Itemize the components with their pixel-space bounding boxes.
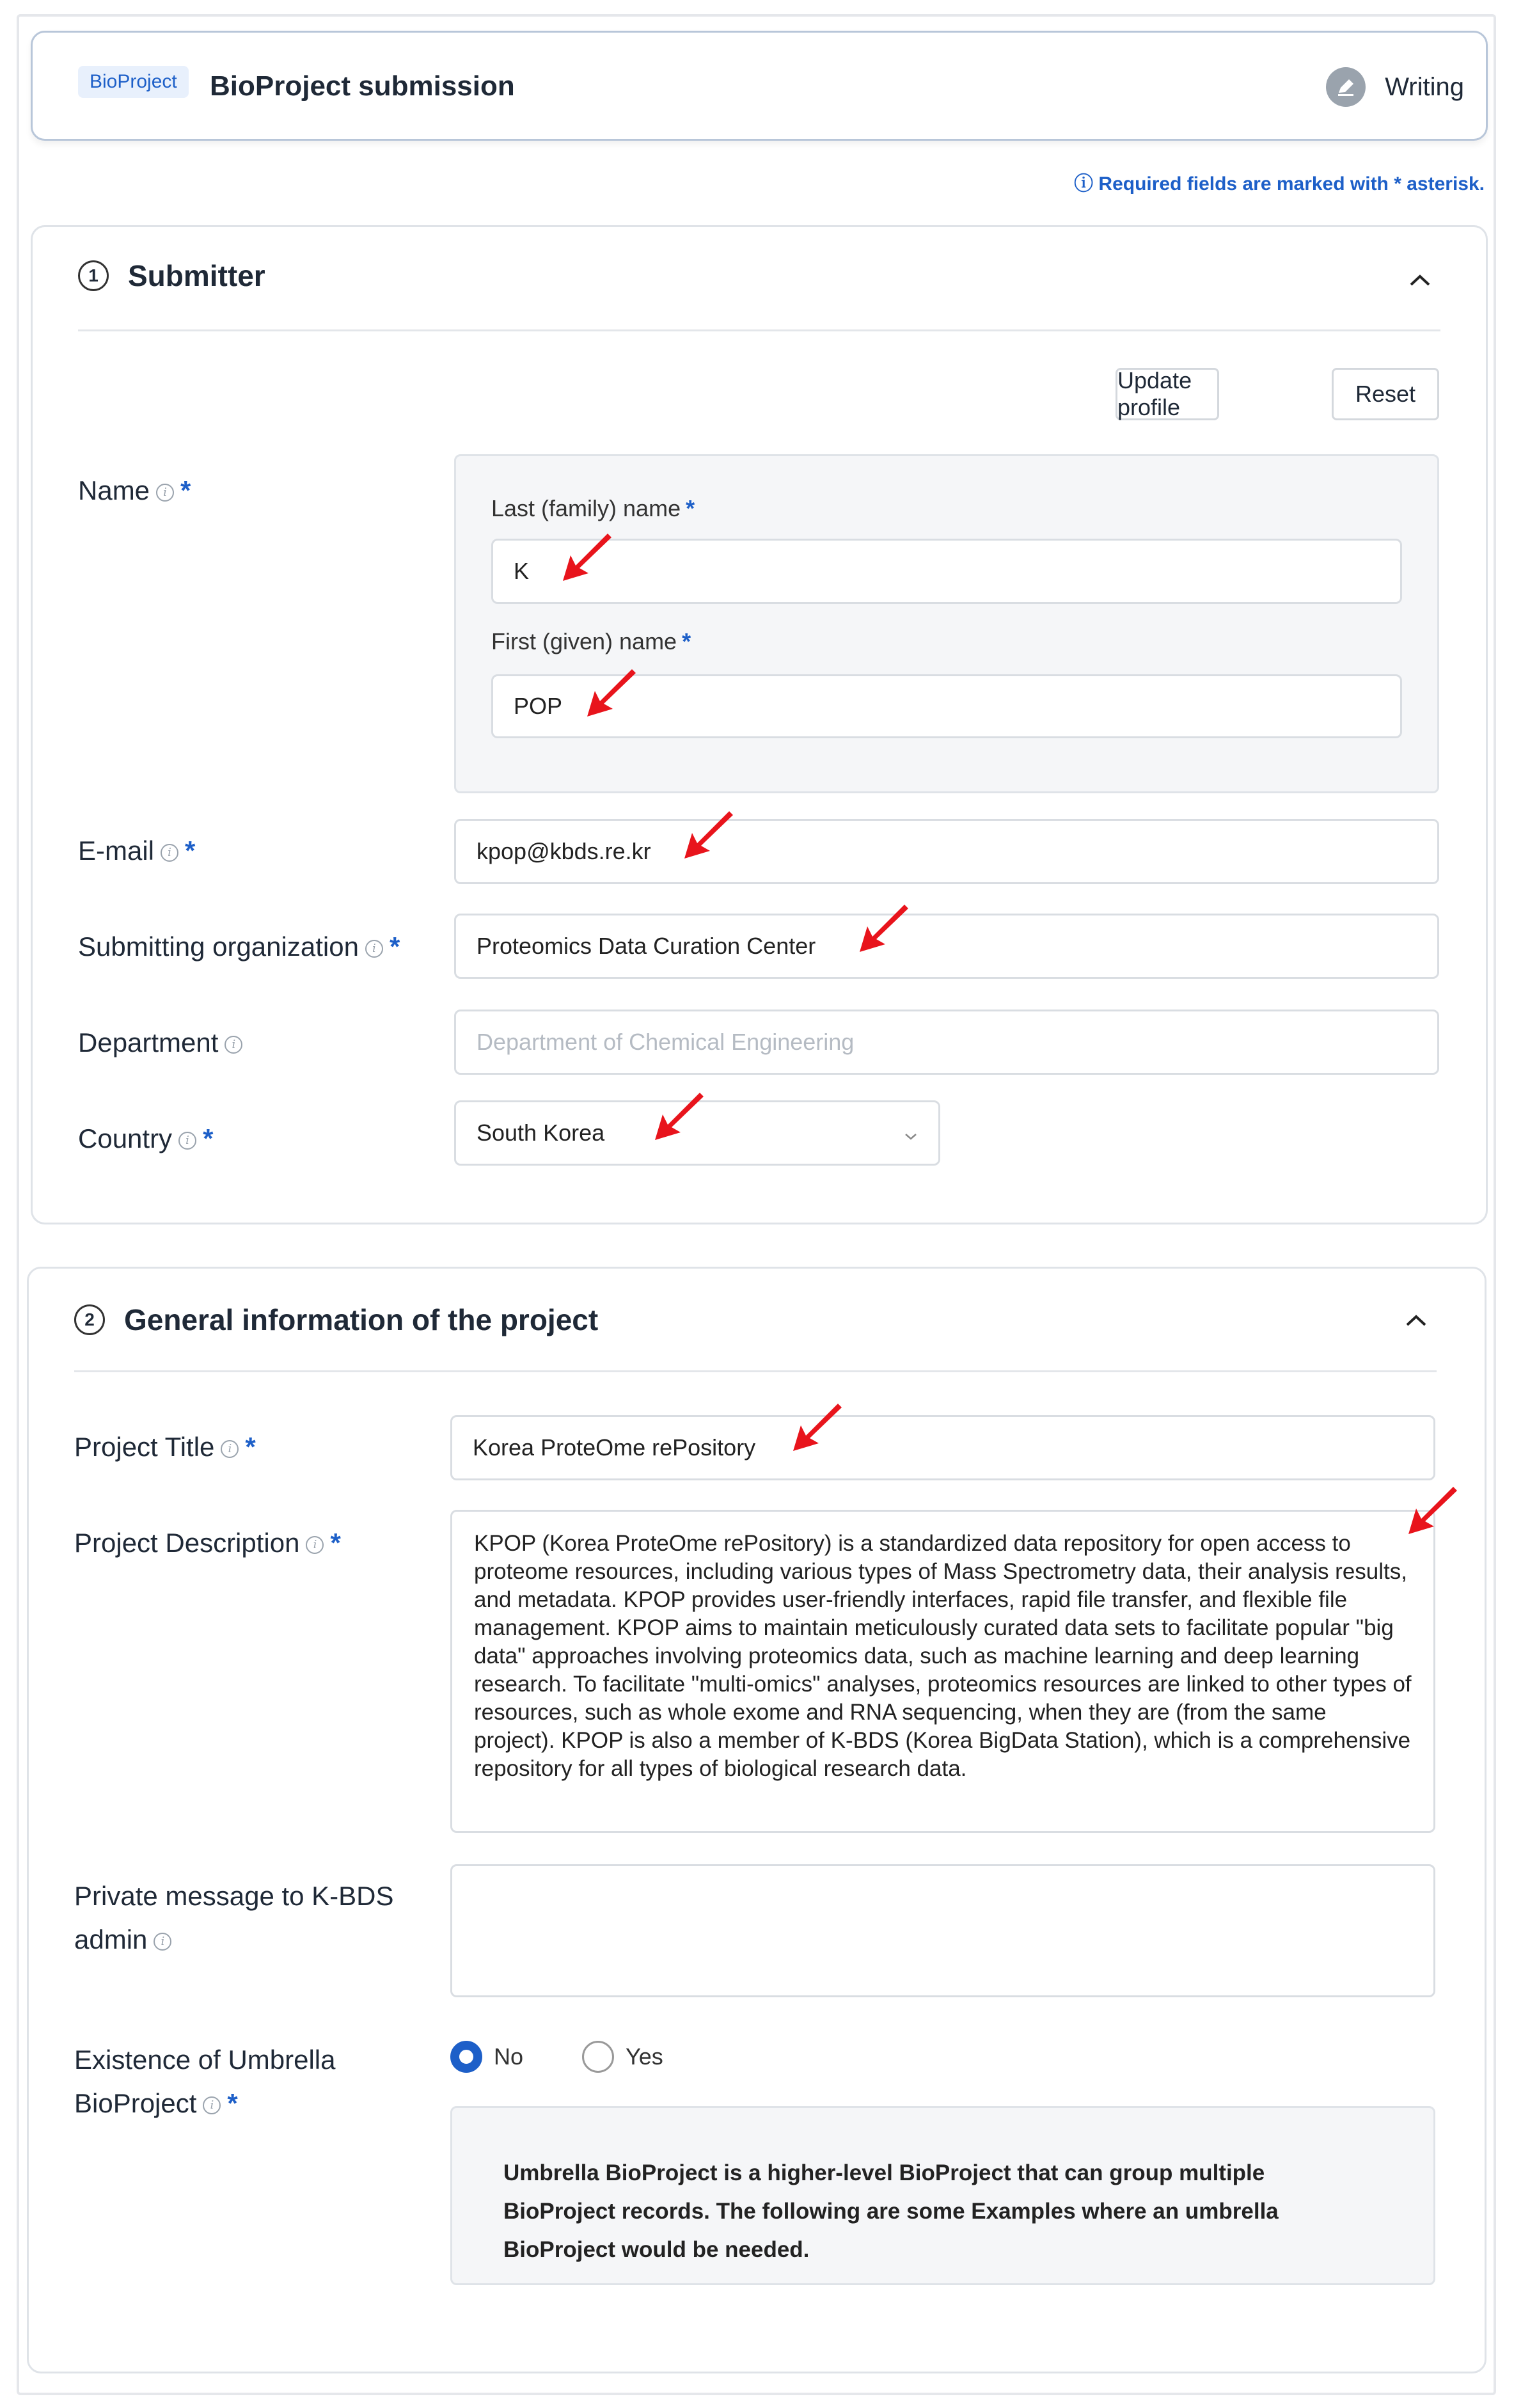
submitter-header[interactable] xyxy=(78,258,265,293)
general-info-header[interactable] xyxy=(74,1303,598,1337)
radio-no-label: No xyxy=(494,2043,524,2070)
required-star: * xyxy=(682,628,691,654)
page-title: BioProject submission xyxy=(210,70,515,102)
organization-label xyxy=(78,925,400,969)
required-star: * xyxy=(245,1432,256,1462)
email-label xyxy=(78,829,195,873)
name-label xyxy=(78,469,191,512)
department-input[interactable]: Department of Chemical Engineering xyxy=(454,1010,1439,1075)
project-title-input[interactable]: Korea ProteOme rePository xyxy=(450,1415,1435,1480)
info-icon[interactable]: i xyxy=(225,1036,242,1054)
red-arrow-annotation xyxy=(1400,1478,1463,1542)
project-title-label xyxy=(74,1425,256,1469)
section-title: General information of the project xyxy=(124,1303,599,1336)
red-arrow-annotation xyxy=(851,896,915,960)
required-star: * xyxy=(227,2088,238,2118)
red-arrow-annotation xyxy=(554,525,618,589)
radio-unselected[interactable] xyxy=(582,2041,614,2073)
project-description-textarea[interactable]: KPOP (Korea ProteOme rePository) is a standardized data repository for open access to proteome resources, including various types of Mass Spectrometry data, their analysis results, and metadata. KPOP provides user-friendly interfaces, rapid file transfer, and flexible file management. KPOP aims to maintain meticulously curated data sets to facilitate popular "big data" approaches involving proteomics data, such as machine learning and deep learning research. To facilitate "multi-omics" analyses, proteomics resources are linked to other types of resources, such as whole exome and RNA sequencing, when they are (from the same project). KPOP is also a member of K-BDS (Korea BigData Station), which is a comprehensive repository for all types of biological research data. xyxy=(450,1510,1435,1833)
private-message-label-line1: Private message to K-BDS xyxy=(74,1881,394,1911)
red-arrow-annotation xyxy=(784,1395,848,1459)
required-star: * xyxy=(185,836,196,866)
section-number: 2 xyxy=(74,1304,105,1335)
required-star: * xyxy=(180,475,191,505)
umbrella-radio-yes[interactable] xyxy=(582,2041,663,2073)
private-message-label xyxy=(74,1874,394,1961)
info-icon[interactable]: i xyxy=(365,940,383,958)
required-star: * xyxy=(203,1123,214,1153)
reset-button[interactable]: Reset xyxy=(1332,368,1439,420)
update-profile-button[interactable]: Update profile xyxy=(1116,368,1219,420)
radio-selected[interactable] xyxy=(450,2041,482,2073)
department-label-text: Department xyxy=(78,1027,219,1057)
private-message-textarea[interactable] xyxy=(450,1864,1435,1997)
required-star: * xyxy=(389,931,400,962)
umbrella-label-line1: Existence of Umbrella xyxy=(74,2045,336,2075)
private-message-label-line2: admin xyxy=(74,1924,148,1954)
status-indicator xyxy=(1326,68,1464,106)
section-divider xyxy=(74,1370,1437,1372)
country-label xyxy=(78,1117,213,1160)
project-description-label-text: Project Description xyxy=(74,1528,300,1558)
umbrella-label-line2: BioProject xyxy=(74,2088,197,2118)
first-name-input[interactable]: POP xyxy=(491,674,1402,738)
country-value: South Korea xyxy=(477,1120,605,1146)
section-title: Submitter xyxy=(128,259,265,292)
red-arrow-annotation xyxy=(578,660,642,724)
required-star: * xyxy=(330,1528,341,1558)
info-icon[interactable]: i xyxy=(178,1132,196,1150)
info-icon[interactable]: i xyxy=(154,1933,171,1951)
info-icon[interactable]: i xyxy=(156,484,174,502)
name-label-text: Name xyxy=(78,475,150,505)
department-label xyxy=(78,1021,242,1065)
first-name-label xyxy=(491,628,691,655)
info-icon[interactable]: i xyxy=(203,2096,221,2114)
info-icon[interactable]: i xyxy=(221,1440,239,1458)
email-input[interactable]: kpop@kbds.re.kr xyxy=(454,819,1439,884)
bioproject-badge: BioProject xyxy=(78,66,189,98)
info-icon[interactable]: i xyxy=(161,844,178,862)
red-arrow-annotation xyxy=(675,802,739,866)
required-fields-note: ⓘ Required fields are marked with * asterisk. xyxy=(1074,173,1485,194)
project-title-label-text: Project Title xyxy=(74,1432,215,1462)
last-name-label-text: Last (family) name xyxy=(491,495,681,521)
umbrella-info-box: Umbrella BioProject is a higher-level BioProject that can group multiple BioProject records. The following are some Examples where an umbrella BioProject would be needed. xyxy=(450,2106,1435,2285)
radio-yes-label: Yes xyxy=(626,2043,663,2070)
organization-label-text: Submitting organization xyxy=(78,931,359,962)
umbrella-radio-no[interactable] xyxy=(450,2041,523,2073)
chevron-up-icon[interactable] xyxy=(1398,1303,1434,1338)
required-star: * xyxy=(686,495,695,521)
last-name-label xyxy=(491,495,695,522)
status-text: Writing xyxy=(1385,72,1464,101)
umbrella-label xyxy=(74,2038,336,2125)
chevron-up-icon[interactable] xyxy=(1402,262,1438,298)
last-name-input[interactable]: K xyxy=(491,539,1402,604)
chevron-down-icon xyxy=(904,1120,918,1146)
country-label-text: Country xyxy=(78,1123,173,1153)
pencil-icon xyxy=(1326,67,1366,107)
first-name-label-text: First (given) name xyxy=(491,628,677,654)
red-arrow-annotation xyxy=(646,1084,710,1148)
section-number: 1 xyxy=(78,260,109,291)
organization-input[interactable]: Proteomics Data Curation Center xyxy=(454,914,1439,979)
project-description-label xyxy=(74,1521,341,1565)
email-label-text: E-mail xyxy=(78,836,155,866)
info-icon[interactable]: i xyxy=(306,1536,324,1554)
section-divider xyxy=(78,329,1440,331)
